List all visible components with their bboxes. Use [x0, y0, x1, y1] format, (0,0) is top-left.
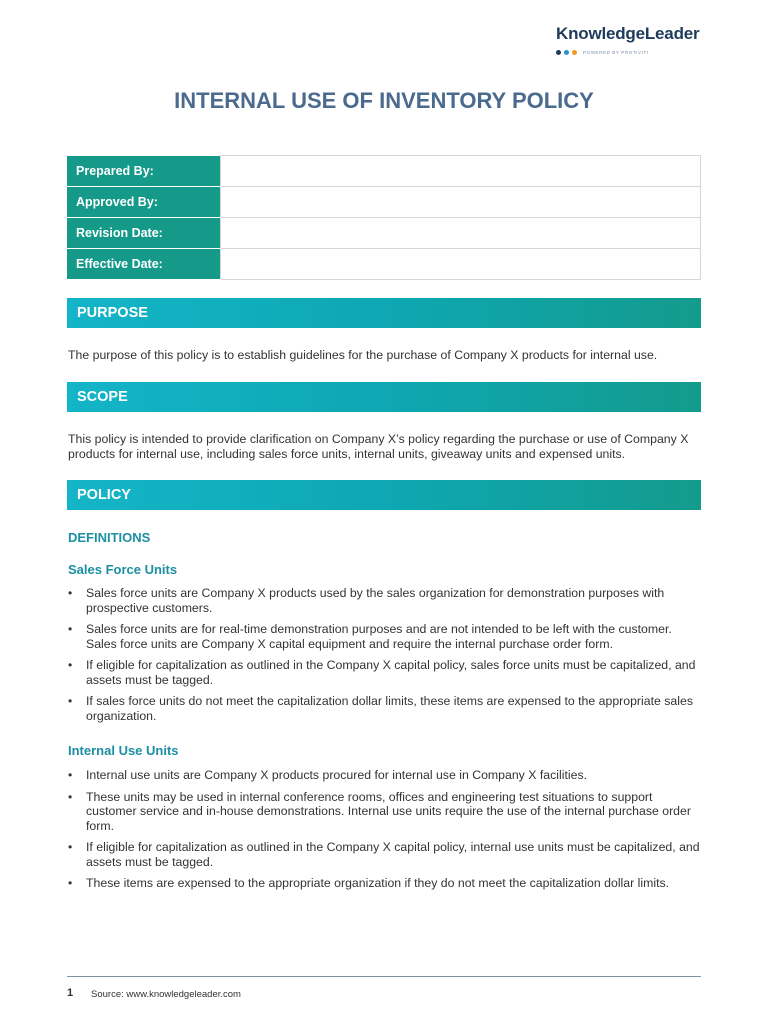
list-item-text: If eligible for capitalization as outlined in the Company X capital policy, internal use units must be capitalized, and assets must be tagged.: [86, 840, 700, 869]
logo-dot: [564, 50, 569, 55]
approved-by-label: Approved By:: [68, 187, 221, 218]
logo-wordmark: KnowledgeLeader: [556, 24, 700, 43]
list-item-text: If eligible for capitalization as outlined in the Company X capital policy, sales force units must be capitalized, and assets must be tagged.: [86, 658, 696, 687]
list-item: [68, 876, 702, 891]
bullet-icon: •: [68, 789, 73, 804]
purpose-heading: PURPOSE: [67, 298, 701, 328]
logo-dot: [572, 50, 577, 55]
list-item: [68, 790, 702, 834]
list-item: [68, 694, 702, 723]
prepared-by-label: Prepared By:: [68, 156, 221, 187]
logo-subline: [556, 50, 716, 55]
bullet-icon: •: [68, 876, 73, 890]
revision-date-value[interactable]: [221, 218, 701, 249]
list-item: [68, 586, 702, 615]
internal-use-units-heading: Internal Use Units: [68, 743, 179, 758]
logo-dot: [556, 50, 561, 55]
page-number: 1: [67, 987, 74, 999]
logo-dots-icon: [556, 50, 577, 55]
prepared-by-value[interactable]: [221, 156, 701, 187]
bullet-icon: •: [68, 768, 73, 782]
list-item-text: If sales force units do not meet the capitalization dollar limits, these items are expensed to the appropriate sales organization.: [86, 694, 693, 723]
list-item-text: Internal use units are Company X products procured for internal use in Company X facilities.: [86, 768, 588, 782]
list-item: [68, 840, 702, 869]
bullet-icon: •: [68, 658, 73, 672]
list-item: [68, 658, 702, 687]
scope-text: This policy is intended to provide clarification on Company X’s policy regarding the purchase or use of Company X products for internal use, including sales force units, internal units, giveaway units and expensed units.: [68, 432, 689, 461]
table-row: [68, 218, 701, 249]
effective-date-value[interactable]: [221, 249, 701, 280]
effective-date-label: Effective Date:: [68, 249, 221, 280]
list-item: [68, 622, 702, 651]
bullet-icon: •: [68, 622, 73, 636]
bullet-icon: •: [68, 840, 73, 854]
approved-by-value[interactable]: [221, 187, 701, 218]
sales-force-units-list: [68, 586, 702, 730]
table-row: [68, 156, 701, 187]
revision-date-label: Revision Date:: [68, 218, 221, 249]
policy-heading: POLICY: [67, 480, 701, 510]
list-item-text: Sales force units are Company X products used by the sales organization for demonstration purposes with prospective customers.: [86, 586, 665, 615]
internal-use-units-list: [68, 768, 702, 898]
document-title: INTERNAL USE OF INVENTORY POLICY: [174, 88, 594, 113]
list-item-text: These units may be used in internal conference rooms, offices and engineering test situations to support customer service and in-house demonstrations. Internal use units require the use of the internal purchase order form.: [86, 789, 691, 833]
footer-divider: [67, 976, 701, 977]
knowledgeleader-logo: [556, 24, 716, 55]
definitions-heading: DEFINITIONS: [68, 530, 151, 545]
bullet-icon: •: [68, 586, 73, 600]
list-item-text: These items are expensed to the appropriate organization if they do not meet the capitalization dollar limits.: [86, 876, 670, 890]
list-item: [68, 768, 702, 783]
table-row: [68, 187, 701, 218]
document-info-table: [67, 155, 701, 280]
bullet-icon: •: [68, 694, 73, 708]
footer-source: Source: www.knowledgeleader.com: [91, 989, 241, 1000]
sales-force-units-heading: Sales Force Units: [68, 562, 178, 577]
purpose-text: The purpose of this policy is to establish guidelines for the purchase of Company X products for internal use.: [68, 348, 658, 362]
table-row: [68, 249, 701, 280]
list-item-text: Sales force units are for real-time demonstration purposes and are not intended to be left with the customer. Sales force units are Company X capital equipment and require the internal purchase order form.: [86, 622, 672, 651]
logo-tagline: POWERED BY PROTIVITI: [583, 50, 649, 55]
scope-heading: SCOPE: [67, 382, 701, 412]
